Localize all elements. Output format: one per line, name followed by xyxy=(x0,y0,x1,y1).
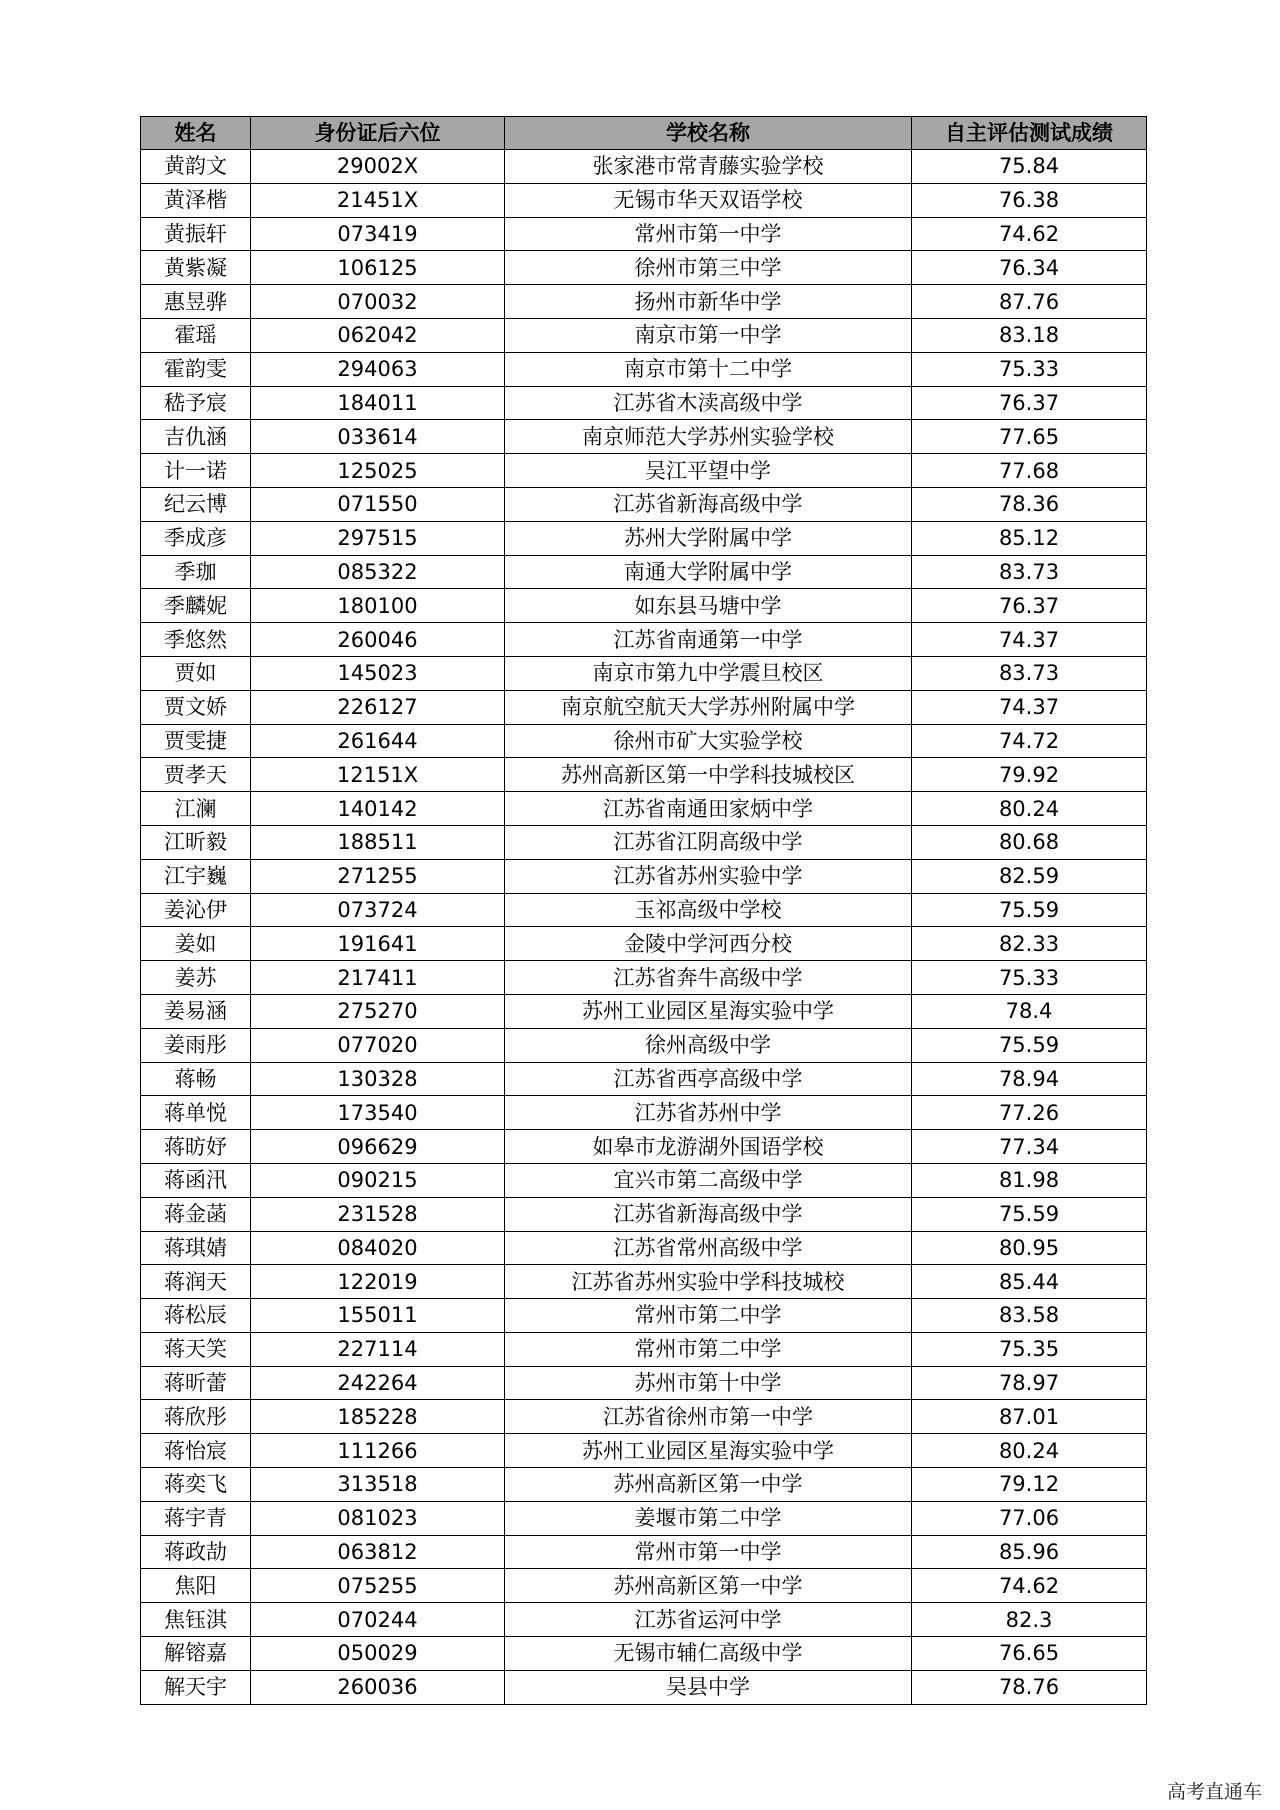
cell-school: 江苏省苏州中学 xyxy=(505,1096,912,1130)
table-row xyxy=(141,792,1147,826)
cell-score: 78.4 xyxy=(912,994,1147,1028)
table-row xyxy=(141,1670,1147,1704)
cell-id: 260036 xyxy=(251,1670,505,1704)
cell-school: 苏州工业园区星海实验中学 xyxy=(505,994,912,1028)
cell-school: 无锡市华天双语学校 xyxy=(505,183,912,217)
cell-name: 焦钰淇 xyxy=(141,1603,251,1637)
table-row xyxy=(141,1028,1147,1062)
cell-score: 80.24 xyxy=(912,1434,1147,1468)
cell-id: 063812 xyxy=(251,1535,505,1569)
cell-score: 74.62 xyxy=(912,1569,1147,1603)
cell-score: 85.44 xyxy=(912,1265,1147,1299)
cell-school: 江苏省常州高级中学 xyxy=(505,1231,912,1265)
cell-score: 79.92 xyxy=(912,758,1147,792)
cell-id: 070244 xyxy=(251,1603,505,1637)
cell-school: 张家港市常青藤实验学校 xyxy=(505,150,912,184)
cell-name: 贾孝天 xyxy=(141,758,251,792)
cell-id: 227114 xyxy=(251,1332,505,1366)
cell-name: 蒋单悦 xyxy=(141,1096,251,1130)
cell-score: 78.97 xyxy=(912,1366,1147,1400)
table-body xyxy=(141,150,1147,1705)
cell-id: 188511 xyxy=(251,825,505,859)
table-row xyxy=(141,623,1147,657)
cell-school: 江苏省江阴高级中学 xyxy=(505,825,912,859)
cell-id: 071550 xyxy=(251,487,505,521)
column-header-id: 身份证后六位 xyxy=(251,117,505,150)
table-row xyxy=(141,251,1147,285)
table-row xyxy=(141,1535,1147,1569)
column-header-school: 学校名称 xyxy=(505,117,912,150)
cell-score: 82.59 xyxy=(912,859,1147,893)
cell-name: 姜苏 xyxy=(141,961,251,995)
cell-name: 季珈 xyxy=(141,555,251,589)
cell-score: 87.76 xyxy=(912,285,1147,319)
cell-school: 吴县中学 xyxy=(505,1670,912,1704)
table-row xyxy=(141,454,1147,488)
cell-id: 081023 xyxy=(251,1501,505,1535)
cell-id: 180100 xyxy=(251,589,505,623)
cell-name: 江昕毅 xyxy=(141,825,251,859)
cell-name: 黄泽楷 xyxy=(141,183,251,217)
table-row xyxy=(141,961,1147,995)
cell-school: 徐州高级中学 xyxy=(505,1028,912,1062)
cell-school: 常州市第二中学 xyxy=(505,1299,912,1333)
table-row xyxy=(141,420,1147,454)
table-row xyxy=(141,1130,1147,1164)
table-row xyxy=(141,217,1147,251)
cell-id: 260046 xyxy=(251,623,505,657)
cell-name: 蒋政劼 xyxy=(141,1535,251,1569)
cell-score: 80.24 xyxy=(912,792,1147,826)
cell-name: 姜如 xyxy=(141,927,251,961)
cell-school: 玉祁高级中学校 xyxy=(505,893,912,927)
cell-score: 85.96 xyxy=(912,1535,1147,1569)
cell-school: 江苏省新海高级中学 xyxy=(505,1197,912,1231)
cell-school: 徐州市矿大实验学校 xyxy=(505,724,912,758)
table-row xyxy=(141,318,1147,352)
cell-name: 计一诺 xyxy=(141,454,251,488)
cell-school: 常州市第一中学 xyxy=(505,1535,912,1569)
cell-name: 蒋金菡 xyxy=(141,1197,251,1231)
cell-id: 077020 xyxy=(251,1028,505,1062)
cell-score: 82.33 xyxy=(912,927,1147,961)
cell-school: 宜兴市第二高级中学 xyxy=(505,1163,912,1197)
table-row xyxy=(141,1366,1147,1400)
cell-name: 蒋琪婧 xyxy=(141,1231,251,1265)
cell-name: 蒋天笑 xyxy=(141,1332,251,1366)
table-row xyxy=(141,1332,1147,1366)
table-row xyxy=(141,1501,1147,1535)
cell-name: 纪云博 xyxy=(141,487,251,521)
cell-id: 173540 xyxy=(251,1096,505,1130)
cell-score: 83.58 xyxy=(912,1299,1147,1333)
cell-school: 苏州高新区第一中学科技城校区 xyxy=(505,758,912,792)
table-row xyxy=(141,656,1147,690)
cell-name: 黄韵文 xyxy=(141,150,251,184)
cell-score: 87.01 xyxy=(912,1400,1147,1434)
cell-id: 242264 xyxy=(251,1366,505,1400)
cell-score: 80.68 xyxy=(912,825,1147,859)
cell-id: 275270 xyxy=(251,994,505,1028)
cell-id: 140142 xyxy=(251,792,505,826)
cell-id: 070032 xyxy=(251,285,505,319)
cell-score: 76.37 xyxy=(912,386,1147,420)
table-row xyxy=(141,994,1147,1028)
cell-score: 85.12 xyxy=(912,521,1147,555)
cell-name: 霍韵雯 xyxy=(141,352,251,386)
cell-id: 106125 xyxy=(251,251,505,285)
table-row xyxy=(141,1603,1147,1637)
table-row xyxy=(141,183,1147,217)
cell-name: 蒋松辰 xyxy=(141,1299,251,1333)
table-row xyxy=(141,1400,1147,1434)
cell-school: 吴江平望中学 xyxy=(505,454,912,488)
cell-name: 季成彦 xyxy=(141,521,251,555)
cell-name: 蒋函汛 xyxy=(141,1163,251,1197)
table-row xyxy=(141,1569,1147,1603)
cell-name: 贾如 xyxy=(141,656,251,690)
cell-name: 季悠然 xyxy=(141,623,251,657)
table-row xyxy=(141,724,1147,758)
cell-school: 南京航空航天大学苏州附属中学 xyxy=(505,690,912,724)
cell-id: 313518 xyxy=(251,1468,505,1502)
cell-id: 294063 xyxy=(251,352,505,386)
table-row xyxy=(141,1265,1147,1299)
cell-school: 江苏省奔牛高级中学 xyxy=(505,961,912,995)
cell-score: 80.95 xyxy=(912,1231,1147,1265)
cell-name: 黄振轩 xyxy=(141,217,251,251)
cell-school: 江苏省徐州市第一中学 xyxy=(505,1400,912,1434)
cell-name: 吉仇涵 xyxy=(141,420,251,454)
cell-score: 78.76 xyxy=(912,1670,1147,1704)
table-row xyxy=(141,893,1147,927)
cell-id: 231528 xyxy=(251,1197,505,1231)
cell-score: 76.34 xyxy=(912,251,1147,285)
cell-id: 297515 xyxy=(251,521,505,555)
cell-name: 蒋昉妤 xyxy=(141,1130,251,1164)
cell-id: 090215 xyxy=(251,1163,505,1197)
cell-name: 江宇巍 xyxy=(141,859,251,893)
table-row xyxy=(141,555,1147,589)
cell-name: 季麟妮 xyxy=(141,589,251,623)
cell-score: 78.36 xyxy=(912,487,1147,521)
cell-score: 79.12 xyxy=(912,1468,1147,1502)
cell-score: 74.72 xyxy=(912,724,1147,758)
cell-school: 苏州市第十中学 xyxy=(505,1366,912,1400)
cell-id: 29002X xyxy=(251,150,505,184)
cell-name: 贾文娇 xyxy=(141,690,251,724)
cell-name: 霍瑶 xyxy=(141,318,251,352)
score-table xyxy=(140,116,1147,1705)
cell-school: 江苏省木渎高级中学 xyxy=(505,386,912,420)
cell-id: 226127 xyxy=(251,690,505,724)
cell-id: 130328 xyxy=(251,1062,505,1096)
cell-name: 蒋宇青 xyxy=(141,1501,251,1535)
cell-id: 084020 xyxy=(251,1231,505,1265)
table-row xyxy=(141,859,1147,893)
table-row xyxy=(141,758,1147,792)
table-row xyxy=(141,1197,1147,1231)
cell-score: 77.26 xyxy=(912,1096,1147,1130)
table-row xyxy=(141,352,1147,386)
table-row xyxy=(141,1299,1147,1333)
cell-score: 75.33 xyxy=(912,352,1147,386)
cell-score: 74.37 xyxy=(912,690,1147,724)
cell-id: 271255 xyxy=(251,859,505,893)
cell-id: 096629 xyxy=(251,1130,505,1164)
cell-id: 185228 xyxy=(251,1400,505,1434)
cell-name: 蒋欣彤 xyxy=(141,1400,251,1434)
cell-score: 83.73 xyxy=(912,656,1147,690)
cell-school: 姜堰市第二中学 xyxy=(505,1501,912,1535)
cell-school: 江苏省苏州实验中学 xyxy=(505,859,912,893)
table-row xyxy=(141,1434,1147,1468)
cell-name: 蒋奕飞 xyxy=(141,1468,251,1502)
table-header-row xyxy=(141,117,1147,150)
cell-school: 南京师范大学苏州实验学校 xyxy=(505,420,912,454)
cell-id: 111266 xyxy=(251,1434,505,1468)
cell-name: 蒋怡宸 xyxy=(141,1434,251,1468)
cell-school: 南京市第一中学 xyxy=(505,318,912,352)
cell-id: 122019 xyxy=(251,1265,505,1299)
cell-id: 073419 xyxy=(251,217,505,251)
cell-id: 033614 xyxy=(251,420,505,454)
cell-score: 77.65 xyxy=(912,420,1147,454)
cell-school: 南通大学附属中学 xyxy=(505,555,912,589)
cell-school: 江苏省西亭高级中学 xyxy=(505,1062,912,1096)
table-row xyxy=(141,1096,1147,1130)
cell-id: 075255 xyxy=(251,1569,505,1603)
cell-school: 无锡市辅仁高级中学 xyxy=(505,1637,912,1671)
cell-id: 261644 xyxy=(251,724,505,758)
cell-score: 75.84 xyxy=(912,150,1147,184)
cell-name: 贾雯捷 xyxy=(141,724,251,758)
table-row xyxy=(141,927,1147,961)
cell-score: 82.3 xyxy=(912,1603,1147,1637)
table-row xyxy=(141,1062,1147,1096)
cell-score: 75.35 xyxy=(912,1332,1147,1366)
cell-name: 解镕嘉 xyxy=(141,1637,251,1671)
cell-school: 江苏省新海高级中学 xyxy=(505,487,912,521)
column-header-score: 自主评估测试成绩 xyxy=(912,117,1147,150)
table-row xyxy=(141,150,1147,184)
cell-score: 74.62 xyxy=(912,217,1147,251)
cell-score: 83.73 xyxy=(912,555,1147,589)
cell-name: 焦阳 xyxy=(141,1569,251,1603)
cell-score: 74.37 xyxy=(912,623,1147,657)
table-row xyxy=(141,487,1147,521)
cell-name: 解天宇 xyxy=(141,1670,251,1704)
table-row xyxy=(141,285,1147,319)
cell-school: 江苏省运河中学 xyxy=(505,1603,912,1637)
cell-score: 81.98 xyxy=(912,1163,1147,1197)
cell-id: 155011 xyxy=(251,1299,505,1333)
cell-school: 苏州工业园区星海实验中学 xyxy=(505,1434,912,1468)
column-header-name: 姓名 xyxy=(141,117,251,150)
cell-id: 217411 xyxy=(251,961,505,995)
cell-name: 江澜 xyxy=(141,792,251,826)
cell-name: 姜沁伊 xyxy=(141,893,251,927)
cell-school: 如皋市龙游湖外国语学校 xyxy=(505,1130,912,1164)
table-row xyxy=(141,1231,1147,1265)
cell-school: 扬州市新华中学 xyxy=(505,285,912,319)
cell-score: 76.65 xyxy=(912,1637,1147,1671)
cell-score: 76.37 xyxy=(912,589,1147,623)
cell-id: 062042 xyxy=(251,318,505,352)
table-row xyxy=(141,1468,1147,1502)
table-row xyxy=(141,690,1147,724)
cell-name: 惠昱骅 xyxy=(141,285,251,319)
table-row xyxy=(141,1637,1147,1671)
cell-score: 76.38 xyxy=(912,183,1147,217)
table-row xyxy=(141,1163,1147,1197)
cell-school: 金陵中学河西分校 xyxy=(505,927,912,961)
cell-id: 191641 xyxy=(251,927,505,961)
table-row xyxy=(141,589,1147,623)
cell-score: 77.06 xyxy=(912,1501,1147,1535)
table-row xyxy=(141,386,1147,420)
cell-school: 江苏省南通田家炳中学 xyxy=(505,792,912,826)
cell-name: 姜易涵 xyxy=(141,994,251,1028)
cell-name: 蒋畅 xyxy=(141,1062,251,1096)
cell-score: 77.34 xyxy=(912,1130,1147,1164)
cell-score: 75.59 xyxy=(912,1197,1147,1231)
cell-school: 如东县马塘中学 xyxy=(505,589,912,623)
cell-school: 苏州高新区第一中学 xyxy=(505,1468,912,1502)
watermark-text: 高考直通车 xyxy=(1166,1781,1262,1803)
cell-name: 嵇予宸 xyxy=(141,386,251,420)
cell-score: 75.33 xyxy=(912,961,1147,995)
cell-school: 苏州大学附属中学 xyxy=(505,521,912,555)
cell-score: 78.94 xyxy=(912,1062,1147,1096)
cell-id: 12151X xyxy=(251,758,505,792)
cell-id: 184011 xyxy=(251,386,505,420)
cell-score: 75.59 xyxy=(912,893,1147,927)
cell-school: 江苏省苏州实验中学科技城校 xyxy=(505,1265,912,1299)
cell-id: 073724 xyxy=(251,893,505,927)
cell-name: 蒋润天 xyxy=(141,1265,251,1299)
cell-school: 常州市第二中学 xyxy=(505,1332,912,1366)
cell-score: 77.68 xyxy=(912,454,1147,488)
cell-score: 83.18 xyxy=(912,318,1147,352)
cell-id: 085322 xyxy=(251,555,505,589)
cell-id: 21451X xyxy=(251,183,505,217)
table-row xyxy=(141,825,1147,859)
cell-school: 江苏省南通第一中学 xyxy=(505,623,912,657)
cell-name: 蒋昕蕾 xyxy=(141,1366,251,1400)
cell-school: 南京市第十二中学 xyxy=(505,352,912,386)
cell-school: 常州市第一中学 xyxy=(505,217,912,251)
cell-score: 75.59 xyxy=(912,1028,1147,1062)
cell-school: 徐州市第三中学 xyxy=(505,251,912,285)
cell-id: 125025 xyxy=(251,454,505,488)
cell-id: 145023 xyxy=(251,656,505,690)
cell-id: 050029 xyxy=(251,1637,505,1671)
cell-name: 姜雨彤 xyxy=(141,1028,251,1062)
cell-name: 黄紫凝 xyxy=(141,251,251,285)
table-row xyxy=(141,521,1147,555)
cell-school: 苏州高新区第一中学 xyxy=(505,1569,912,1603)
cell-school: 南京市第九中学震旦校区 xyxy=(505,656,912,690)
